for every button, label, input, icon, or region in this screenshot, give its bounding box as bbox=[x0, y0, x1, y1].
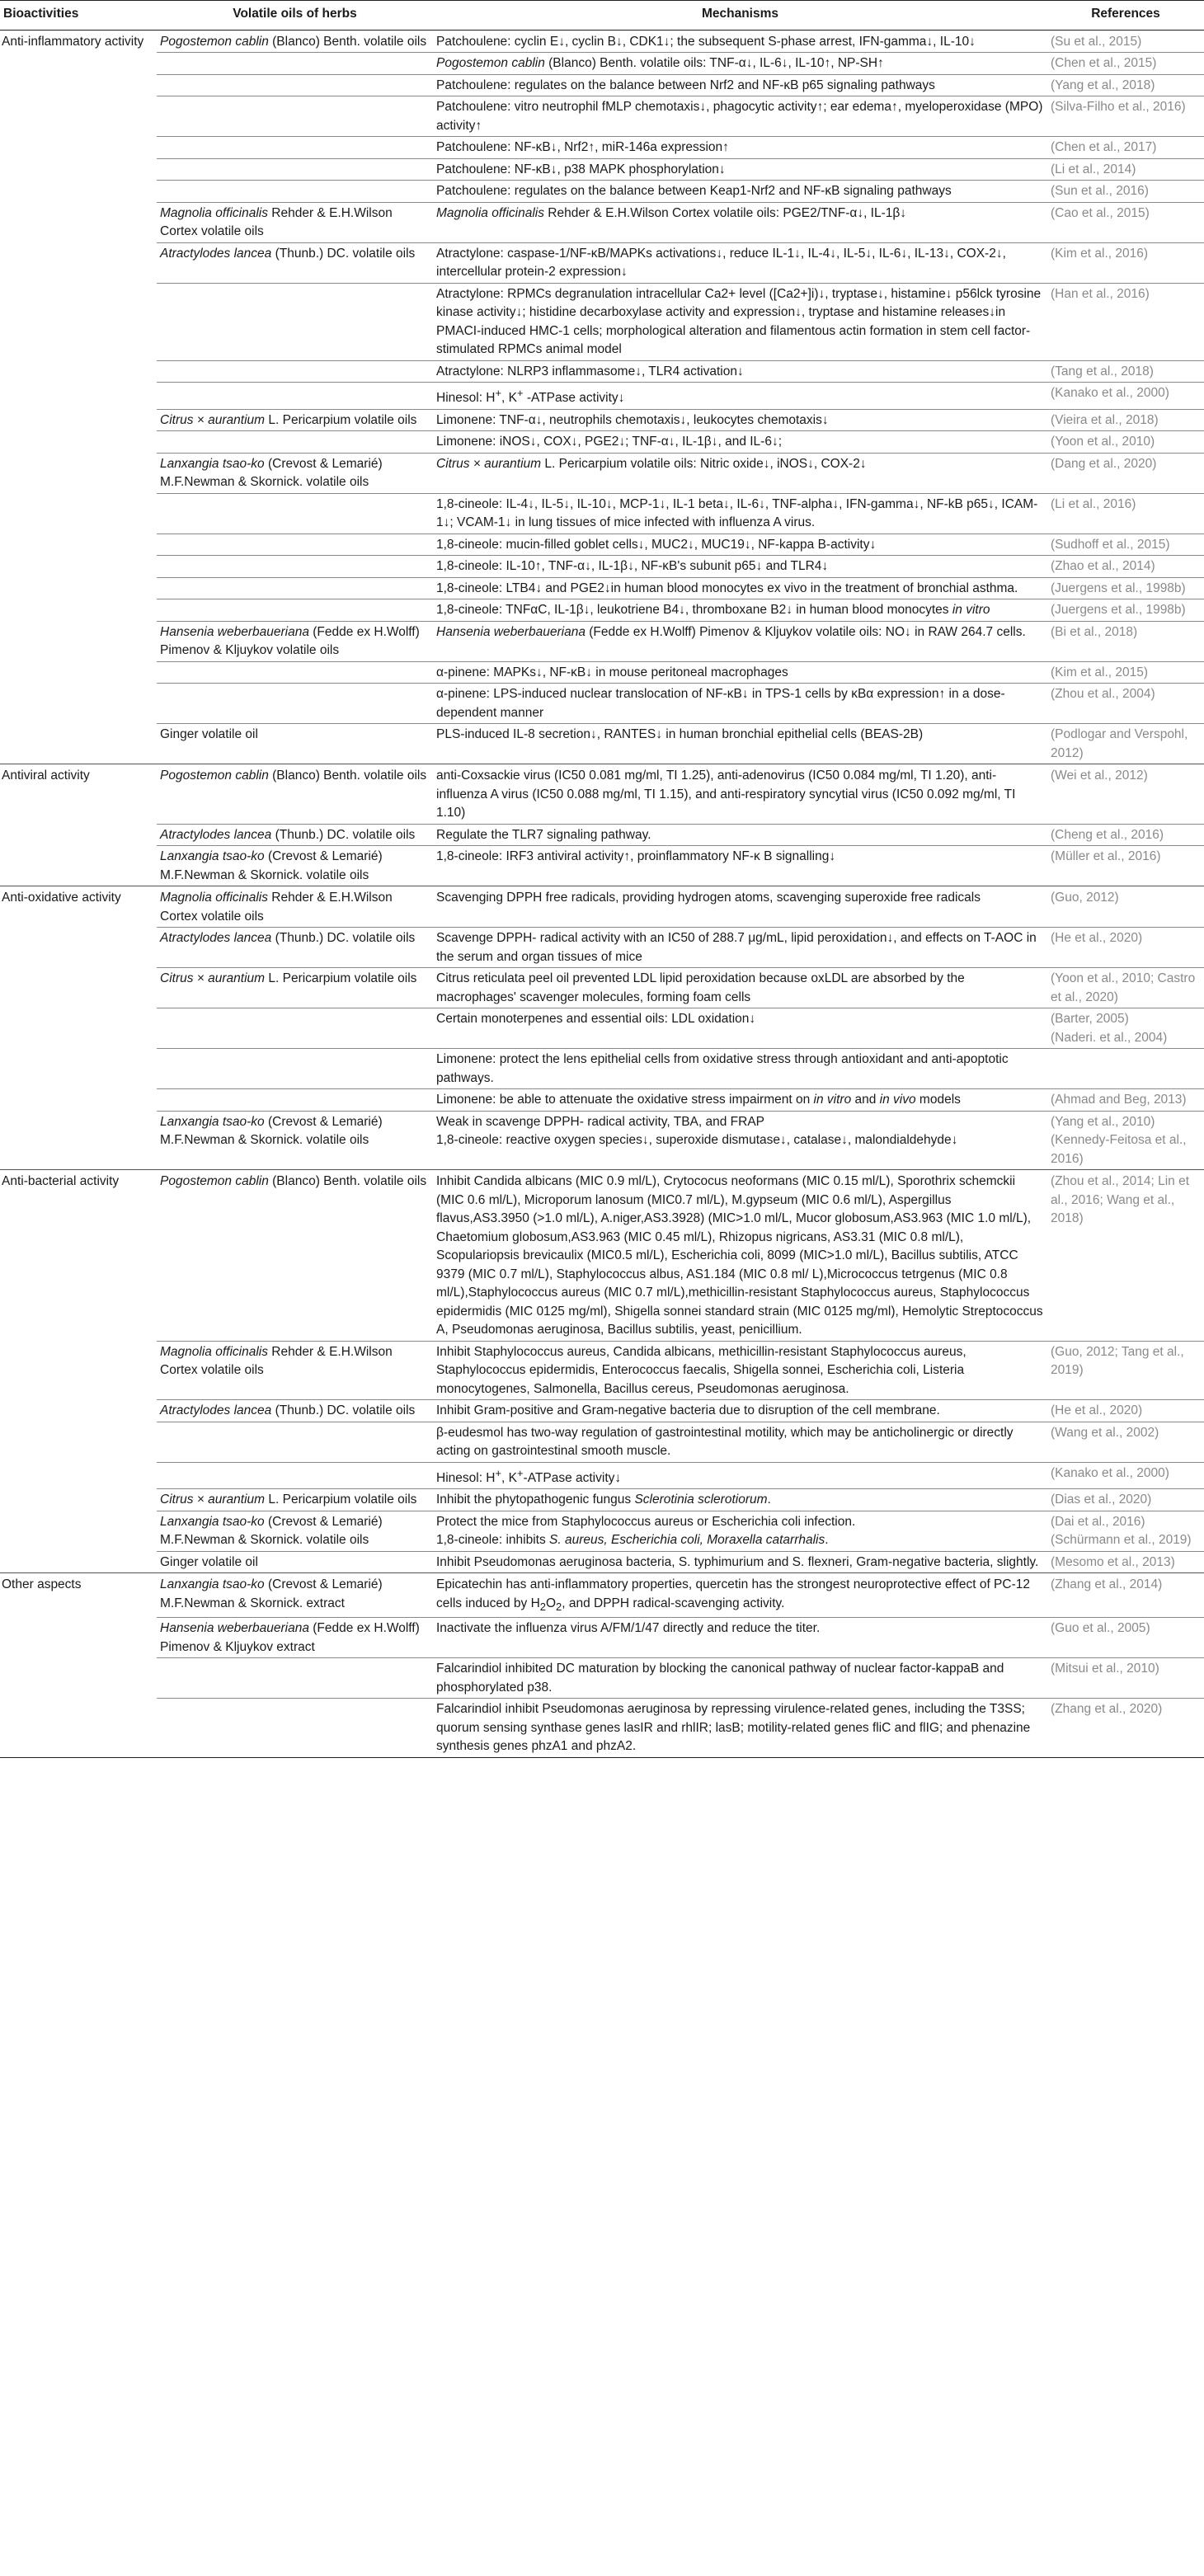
herb-cell bbox=[157, 556, 433, 578]
reference-cell bbox=[1047, 1049, 1204, 1089]
reference-cell: (Dang et al., 2020) bbox=[1047, 453, 1204, 493]
reference-cell: (Sudhoff et al., 2015) bbox=[1047, 534, 1204, 556]
mechanism-cell: 1,8-cineole: LTB4↓ and PGE2↓in human blood monocytes ex vivo in the treatment of bronchial asthma. bbox=[433, 577, 1047, 599]
mechanism-cell: Hinesol: H+, K+-ATPase activity↓ bbox=[433, 1462, 1047, 1489]
table-row bbox=[0, 1573, 1204, 1618]
table-row bbox=[0, 1511, 1204, 1551]
mechanism-cell: Patchoulene: cyclin E↓, cyclin B↓, CDK1↓; the subsequent S-phase arrest, IFN-gamma↓, IL-10↓ bbox=[433, 30, 1047, 53]
herb-cell: Pogostemon cablin (Blanco) Benth. volatile oils bbox=[157, 30, 433, 53]
bioactivity-cell bbox=[0, 534, 157, 556]
herb-cell bbox=[157, 383, 433, 410]
bioactivity-cell bbox=[0, 53, 157, 75]
reference-cell: (Barter, 2005) (Naderi. et al., 2004) bbox=[1047, 1008, 1204, 1049]
reference-cell: (Kanako et al., 2000) bbox=[1047, 383, 1204, 410]
mechanism-cell: Falcarindiol inhibited DC maturation by blocking the canonical pathway of nuclear factor-kappaB and phosphorylated p38. bbox=[433, 1658, 1047, 1699]
herb-cell: Hansenia weberbaueriana (Fedde ex H.Wolff) Pimenov & Kljuykov volatile oils bbox=[157, 621, 433, 661]
table-row bbox=[0, 283, 1204, 360]
bioactivity-cell bbox=[0, 158, 157, 181]
reference-cell: (Yang et al., 2018) bbox=[1047, 74, 1204, 96]
table-row bbox=[0, 137, 1204, 159]
reference-cell: (Wei et al., 2012) bbox=[1047, 764, 1204, 825]
table-row bbox=[0, 242, 1204, 283]
herb-cell: Ginger volatile oil bbox=[157, 1551, 433, 1573]
herb-cell bbox=[157, 684, 433, 724]
reference-cell: (Kim et al., 2015) bbox=[1047, 661, 1204, 684]
mechanism-cell: Inhibit Candida albicans (MIC 0.9 ml/L), Crytococus neoformans (MIC 0.15 ml/L), Sporothrix schemckii (MIC 0.6 ml/L), Microporum lanosum (MIC0.7 ml/L), M.gypseum (MIC 0.6 ml/L), Aspergillus flavus,AS3.3950 (>1.0 ml/L), A.niger,AS3.3928) (MIC>1.0 ml/L, Mucor globosum,AS3.963 (MIC 1.0 ml/L), Chaetomium globosum,AS3.963 (MIC 0.45 ml/L), Rhizopus nigricans, AS3.31 (MIC 0.8 ml/L), Scopulariopsis brevicaulix (MIC0.5 ml/L), Escherichia coli, 8099 (MIC>1.0 ml/L), Bacillus subtilis, ATCC 9379 (MIC 0.7 ml/L), Staphylococcus albus, AS1.184 (MIC 0.8 ml/ L),Micrococcus tetrgenus (MIC 0.8 ml/L),Staphylococcus aureus (MIC 0.7 ml/L),methicillin-resistant Staphylococcus aureus, Staphylococcus epidermidis (MIC 0125 mg/ml), Shigella sonnei standard strain (MIC 0125 mg/ml), Hemolytic Streptococcus A, Pseudomonas aeruginosa, Bacillus subtilis, yeast, penicillium. bbox=[433, 1170, 1047, 1342]
herb-cell bbox=[157, 158, 433, 181]
mechanism-cell: Scavenging DPPH free radicals, providing hydrogen atoms, scavenging superoxide free radicals bbox=[433, 886, 1047, 928]
reference-cell: (Juergens et al., 1998b) bbox=[1047, 577, 1204, 599]
mechanism-cell: Atractylone: NLRP3 inflammasome↓, TLR4 activation↓ bbox=[433, 360, 1047, 383]
mechanism-cell: Hansenia weberbaueriana (Fedde ex H.Wolff) Pimenov & Kljuykov volatile oils: NO↓ in RAW 264.7 cells. bbox=[433, 621, 1047, 661]
table-row bbox=[0, 1049, 1204, 1089]
mechanism-cell: Patchoulene: NF-κB↓, Nrf2↑, miR-146a expression↑ bbox=[433, 137, 1047, 159]
reference-cell: (Zhao et al., 2014) bbox=[1047, 556, 1204, 578]
herb-cell: Atractylodes lancea (Thunb.) DC. volatile oils bbox=[157, 928, 433, 968]
reference-cell: (Yang et al., 2010) (Kennedy-Feitosa et al., 2016) bbox=[1047, 1111, 1204, 1170]
reference-cell: (Juergens et al., 1998b) bbox=[1047, 599, 1204, 622]
bioactivity-cell bbox=[0, 724, 157, 764]
herb-cell bbox=[157, 1049, 433, 1089]
reference-cell: (Ahmad and Beg, 2013) bbox=[1047, 1089, 1204, 1112]
bioactivity-cell bbox=[0, 74, 157, 96]
reference-cell: (Han et al., 2016) bbox=[1047, 283, 1204, 360]
bioactivity-cell bbox=[0, 928, 157, 968]
header-references: References bbox=[1047, 1, 1204, 31]
mechanism-cell: Epicatechin has anti-inflammatory properties, quercetin has the strongest neuroprotective effect of PC-12 cells induced by $H_2O_2$, and DPPH radical-scavenging activity. bbox=[433, 1573, 1047, 1618]
table-row bbox=[0, 968, 1204, 1008]
mechanism-cell: Citrus reticulata peel oil prevented LDL lipid peroxidation because oxLDL are absorbed by the macrophages' scavenger molecules, forming foam cells bbox=[433, 968, 1047, 1008]
table-row bbox=[0, 1341, 1204, 1400]
reference-cell: (Wang et al., 2002) bbox=[1047, 1422, 1204, 1462]
reference-cell: (Yoon et al., 2010; Castro et al., 2020) bbox=[1047, 968, 1204, 1008]
bioactivity-cell bbox=[0, 137, 157, 159]
bioactivity-cell: Anti-oxidative activity bbox=[0, 886, 157, 928]
mechanism-cell: Certain monoterpenes and essential oils: LDL oxidation↓ bbox=[433, 1008, 1047, 1049]
bioactivity-cell bbox=[0, 493, 157, 534]
mechanism-cell: Inhibit Staphylococcus aureus, Candida albicans, methicillin-resistant Staphylococcus aureus, Staphylococcus epidermidis, Enterococcus faecalis, Shigella sonnei, Escherichia coli, Listeria monocytogenes, Salmonella, Bacillus cereus, Pseudomonas aeruginosa. bbox=[433, 1341, 1047, 1400]
herb-cell bbox=[157, 1658, 433, 1699]
mechanism-cell: 1,8-cineole: IL-4↓, IL-5↓, IL-10↓, MCP-1↓, IL-1 beta↓, IL-6↓, TNF-alpha↓, IFN-gamma↓, NF-kB p65↓, ICAM-1↓; VCAM-1↓ in lung tissues of mice infected with influenza A virus. bbox=[433, 493, 1047, 534]
herb-cell bbox=[157, 181, 433, 203]
reference-cell: (Guo, 2012; Tang et al., 2019) bbox=[1047, 1341, 1204, 1400]
bioactivity-cell bbox=[0, 1489, 157, 1511]
reference-cell: (Bi et al., 2018) bbox=[1047, 621, 1204, 661]
mechanism-cell: Patchoulene: regulates on the balance between Keap1-Nrf2 and NF-κB signaling pathways bbox=[433, 181, 1047, 203]
bioactivity-cell bbox=[0, 202, 157, 242]
herb-cell: Ginger volatile oil bbox=[157, 724, 433, 764]
mechanism-cell: 1,8-cineole: IL-10↑, TNF-α↓, IL-1β↓, NF-κB's subunit p65↓ and TLR4↓ bbox=[433, 556, 1047, 578]
reference-cell: (Guo, 2012) bbox=[1047, 886, 1204, 928]
bioactivity-cell bbox=[0, 96, 157, 137]
reference-cell: (Cao et al., 2015) bbox=[1047, 202, 1204, 242]
reference-cell: (Sun et al., 2016) bbox=[1047, 181, 1204, 203]
mechanism-cell: Protect the mice from Staphylococcus aureus or Escherichia coli infection. 1,8-cineole: inhibits S. aureus, Escherichia coli, Moraxella catarrhalis. bbox=[433, 1511, 1047, 1551]
mechanism-cell: α-pinene: MAPKs↓, NF-κB↓ in mouse peritoneal macrophages bbox=[433, 661, 1047, 684]
table-row bbox=[0, 453, 1204, 493]
reference-cell: (Li et al., 2016) bbox=[1047, 493, 1204, 534]
table-row bbox=[0, 577, 1204, 599]
reference-cell: (Zhou et al., 2014; Lin et al., 2016; Wang et al., 2018) bbox=[1047, 1170, 1204, 1342]
table-row bbox=[0, 824, 1204, 846]
table-row bbox=[0, 158, 1204, 181]
herb-cell: Lanxangia tsao-ko (Crevost & Lemarié) M.F.Newman & Skornick. volatile oils bbox=[157, 846, 433, 886]
herb-cell bbox=[157, 96, 433, 137]
mechanism-cell: Inhibit Gram-positive and Gram-negative bacteria due to disruption of the cell membrane. bbox=[433, 1400, 1047, 1422]
table-row bbox=[0, 1008, 1204, 1049]
herb-cell bbox=[157, 1008, 433, 1049]
bioactivity-cell bbox=[0, 383, 157, 410]
table-row bbox=[0, 764, 1204, 825]
bioactivity-cell bbox=[0, 1699, 157, 1758]
table-row bbox=[0, 1111, 1204, 1170]
reference-cell: (Mesomo et al., 2013) bbox=[1047, 1551, 1204, 1573]
mechanism-cell: Inactivate the influenza virus A/FM/1/47 directly and reduce the titer. bbox=[433, 1618, 1047, 1658]
table-row bbox=[0, 928, 1204, 968]
herb-cell bbox=[157, 431, 433, 454]
reference-cell: (Mitsui et al., 2010) bbox=[1047, 1658, 1204, 1699]
reference-cell: (Zhang et al., 2020) bbox=[1047, 1699, 1204, 1758]
herb-cell: Magnolia officinalis Rehder & E.H.Wilson Cortex volatile oils bbox=[157, 886, 433, 928]
herb-cell: Lanxangia tsao-ko (Crevost & Lemarié) M.F.Newman & Skornick. volatile oils bbox=[157, 453, 433, 493]
bioactivity-cell bbox=[0, 1008, 157, 1049]
bioactivity-cell bbox=[0, 1111, 157, 1170]
herb-cell bbox=[157, 1089, 433, 1112]
table-header-row bbox=[0, 1, 1204, 31]
reference-cell: (Su et al., 2015) bbox=[1047, 30, 1204, 53]
reference-cell: (Kanako et al., 2000) bbox=[1047, 1462, 1204, 1489]
herb-cell: Lanxangia tsao-ko (Crevost & Lemarié) M.F.Newman & Skornick. volatile oils bbox=[157, 1511, 433, 1551]
herb-cell bbox=[157, 534, 433, 556]
mechanism-cell: Limonene: iNOS↓, COX↓, PGE2↓; TNF-α↓, IL-1β↓, and IL-6↓; bbox=[433, 431, 1047, 454]
mechanism-cell: Limonene: TNF-α↓, neutrophils chemotaxis↓, leukocytes chemotaxis↓ bbox=[433, 409, 1047, 431]
herb-cell: Atractylodes lancea (Thunb.) DC. volatile oils bbox=[157, 242, 433, 283]
reference-cell: (He et al., 2020) bbox=[1047, 928, 1204, 968]
mechanism-cell: Patchoulene: NF-κB↓, p38 MAPK phosphorylation↓ bbox=[433, 158, 1047, 181]
table-row bbox=[0, 1551, 1204, 1573]
reference-cell: (Zhou et al., 2004) bbox=[1047, 684, 1204, 724]
bioactivity-cell bbox=[0, 453, 157, 493]
table-row bbox=[0, 431, 1204, 454]
table-row bbox=[0, 53, 1204, 75]
mechanism-cell: Hinesol: H+, K+ -ATPase activity↓ bbox=[433, 383, 1047, 410]
reference-cell: (Zhang et al., 2014) bbox=[1047, 1573, 1204, 1618]
bioactivity-cell bbox=[0, 242, 157, 283]
mechanism-cell: Limonene: be able to attenuate the oxidative stress impairment on in vitro and in vivo models bbox=[433, 1089, 1047, 1112]
herb-cell: Magnolia officinalis Rehder & E.H.Wilson Cortex volatile oils bbox=[157, 1341, 433, 1400]
table-row bbox=[0, 202, 1204, 242]
herb-cell bbox=[157, 137, 433, 159]
table-row bbox=[0, 599, 1204, 622]
herb-cell bbox=[157, 1699, 433, 1758]
herb-cell: Hansenia weberbaueriana (Fedde ex H.Wolff) Pimenov & Kljuykov extract bbox=[157, 1618, 433, 1658]
herb-cell: Magnolia officinalis Rehder & E.H.Wilson Cortex volatile oils bbox=[157, 202, 433, 242]
table-row bbox=[0, 534, 1204, 556]
reference-cell: (Müller et al., 2016) bbox=[1047, 846, 1204, 886]
reference-cell: (Li et al., 2014) bbox=[1047, 158, 1204, 181]
bioactivity-cell bbox=[0, 684, 157, 724]
table-row bbox=[0, 621, 1204, 661]
table-row bbox=[0, 360, 1204, 383]
mechanism-cell: Inhibit Pseudomonas aeruginosa bacteria, S. typhimurium and S. flexneri, Gram-negative bacteria, slightly. bbox=[433, 1551, 1047, 1573]
table-row bbox=[0, 556, 1204, 578]
herb-cell bbox=[157, 53, 433, 75]
table-body bbox=[0, 30, 1204, 1757]
bioactivity-cell bbox=[0, 360, 157, 383]
bioactivity-cell bbox=[0, 1400, 157, 1422]
reference-cell: (Cheng et al., 2016) bbox=[1047, 824, 1204, 846]
herb-cell: Atractylodes lancea (Thunb.) DC. volatile oils bbox=[157, 824, 433, 846]
bioactivity-cell bbox=[0, 1462, 157, 1489]
mechanism-cell: Pogostemon cablin (Blanco) Benth. volatile oils: TNF-α↓, IL-6↓, IL-10↑, NP-SH↑ bbox=[433, 53, 1047, 75]
bioactivity-cell bbox=[0, 824, 157, 846]
header-mechanisms: Mechanisms bbox=[433, 1, 1047, 31]
mechanism-cell: anti-Coxsackie virus (IC50 0.081 mg/ml, TI 1.25), anti-adenovirus (IC50 0.084 mg/ml, TI 1.20), anti-influenza A virus (IC50 0.088 mg/ml, TI 1.15), and anti-respiratory syncytial virus (IC50 0.092 mg/ml, TI 1.10) bbox=[433, 764, 1047, 825]
mechanism-cell: Limonene: protect the lens epithelial cells from oxidative stress through antioxidant and anti-apoptotic pathways. bbox=[433, 1049, 1047, 1089]
bioactivity-cell bbox=[0, 661, 157, 684]
bioactivity-cell bbox=[0, 621, 157, 661]
table-row bbox=[0, 74, 1204, 96]
herb-cell: Atractylodes lancea (Thunb.) DC. volatile oils bbox=[157, 1400, 433, 1422]
reference-cell: (Podlogar and Verspohl, 2012) bbox=[1047, 724, 1204, 764]
reference-cell: (Tang et al., 2018) bbox=[1047, 360, 1204, 383]
herb-cell: Citrus × aurantium L. Pericarpium volatile oils bbox=[157, 1489, 433, 1511]
bioactivity-cell bbox=[0, 1618, 157, 1658]
herb-cell: Lanxangia tsao-ko (Crevost & Lemarié) M.F.Newman & Skornick. extract bbox=[157, 1573, 433, 1618]
reference-cell: (He et al., 2020) bbox=[1047, 1400, 1204, 1422]
reference-cell: (Kim et al., 2016) bbox=[1047, 242, 1204, 283]
mechanism-cell: Falcarindiol inhibit Pseudomonas aeruginosa by repressing virulence-related genes, including the T3SS; quorum sensing synthase genes lasIR and rhlIR; lasB; motility-related genes fliC and flIG; and phenazine synthesis genes phzA1 and phzA2. bbox=[433, 1699, 1047, 1758]
bioactivity-cell bbox=[0, 181, 157, 203]
mechanism-cell: α-pinene: LPS-induced nuclear translocation of NF-κB↓ in TPS-1 cells by κBα expression↑ in a dose-dependent manner bbox=[433, 684, 1047, 724]
table-row bbox=[0, 661, 1204, 684]
reference-cell: (Vieira et al., 2018) bbox=[1047, 409, 1204, 431]
table-row bbox=[0, 1170, 1204, 1342]
herb-cell bbox=[157, 74, 433, 96]
bioactivity-cell bbox=[0, 409, 157, 431]
table-row bbox=[0, 30, 1204, 53]
table-row bbox=[0, 409, 1204, 431]
table-row bbox=[0, 1462, 1204, 1489]
reference-cell: (Chen et al., 2017) bbox=[1047, 137, 1204, 159]
table-row bbox=[0, 1089, 1204, 1112]
herb-cell: Citrus × aurantium L. Pericarpium volatile oils bbox=[157, 968, 433, 1008]
mechanism-cell: Scavenge DPPH- radical activity with an IC50 of 288.7 μg/mL, lipid peroxidation↓, and effects on T-AOC in the serum and organ tissues of mice bbox=[433, 928, 1047, 968]
mechanism-cell: Patchoulene: vitro neutrophil fMLP chemotaxis↓, phagocytic activity↑; ear edema↑, myeloperoxidase (MPO) activity↑ bbox=[433, 96, 1047, 137]
herb-cell bbox=[157, 599, 433, 622]
herb-cell bbox=[157, 283, 433, 360]
reference-cell: (Silva-Filho et al., 2016) bbox=[1047, 96, 1204, 137]
herb-cell bbox=[157, 661, 433, 684]
table-row bbox=[0, 383, 1204, 410]
mechanism-cell: 1,8-cineole: TNFαC, IL-1β↓, leukotriene B4↓, thromboxane B2↓ in human blood monocytes in vitro bbox=[433, 599, 1047, 622]
mechanism-cell: Citrus × aurantium L. Pericarpium volatile oils: Nitric oxide↓, iNOS↓, COX-2↓ bbox=[433, 453, 1047, 493]
bioactivity-cell bbox=[0, 1341, 157, 1400]
bioactivity-cell bbox=[0, 1511, 157, 1551]
herb-cell bbox=[157, 1422, 433, 1462]
herb-cell bbox=[157, 577, 433, 599]
table-row bbox=[0, 1489, 1204, 1511]
bioactivity-cell bbox=[0, 968, 157, 1008]
bioactivity-cell bbox=[0, 599, 157, 622]
mechanism-cell: PLS-induced IL-8 secretion↓, RANTES↓ in human bronchial epithelial cells (BEAS-2B) bbox=[433, 724, 1047, 764]
mechanism-cell: Atractylone: caspase-1/NF-κB/MAPKs activations↓, reduce IL-1↓, IL-4↓, IL-5↓, IL-6↓, IL-13↓, COX-2↓, intercellular protein-2 expression↓ bbox=[433, 242, 1047, 283]
mechanism-cell: Magnolia officinalis Rehder & E.H.Wilson Cortex volatile oils: PGE2/TNF-α↓, IL-1β↓ bbox=[433, 202, 1047, 242]
mechanism-cell: Atractylone: RPMCs degranulation intracellular Ca2+ level ([Ca2+]i)↓, tryptase↓, histamine↓ p56lck tyrosine kinase activity↓; histidine decarboxylase activity and expression↓, tryptase and histamine releases↓in PMACI-induced HMC-1 cells; morphological alteration and filamentous actin formation in stem cell factor-stimulated RPMCs animal model bbox=[433, 283, 1047, 360]
bioactivity-cell bbox=[0, 577, 157, 599]
mechanism-cell: Weak in scavenge DPPH- radical activity, TBA, and FRAP 1,8-cineole: reactive oxygen species↓, superoxide dismutase↓, catalase↓, malondialdehyde↓ bbox=[433, 1111, 1047, 1170]
table-row bbox=[0, 1400, 1204, 1422]
herb-cell bbox=[157, 493, 433, 534]
mechanism-cell: 1,8-cineole: IRF3 antiviral activity↑, proinflammatory NF-κ B signalling↓ bbox=[433, 846, 1047, 886]
mechanism-cell: Inhibit the phytopathogenic fungus Sclerotinia sclerotiorum. bbox=[433, 1489, 1047, 1511]
bioactivity-cell bbox=[0, 1551, 157, 1573]
table-row bbox=[0, 1658, 1204, 1699]
bioactivity-cell bbox=[0, 1049, 157, 1089]
bioactivity-cell: Antiviral activity bbox=[0, 764, 157, 825]
bioactivity-cell bbox=[0, 1658, 157, 1699]
herb-cell: Citrus × aurantium L. Pericarpium volatile oils bbox=[157, 409, 433, 431]
header-bioactivities: Bioactivities bbox=[0, 1, 157, 31]
table-row bbox=[0, 1618, 1204, 1658]
bioactivity-cell bbox=[0, 556, 157, 578]
mechanism-cell: Regulate the TLR7 signaling pathway. bbox=[433, 824, 1047, 846]
herb-cell: Lanxangia tsao-ko (Crevost & Lemarié) M.F.Newman & Skornick. volatile oils bbox=[157, 1111, 433, 1170]
bioactivity-cell bbox=[0, 1089, 157, 1112]
bioactivity-cell: Anti-bacterial activity bbox=[0, 1170, 157, 1342]
reference-cell: (Yoon et al., 2010) bbox=[1047, 431, 1204, 454]
mechanism-cell: β-eudesmol has two-way regulation of gastrointestinal motility, which may be anticholinergic or directly acting on gastrointestinal smooth muscle. bbox=[433, 1422, 1047, 1462]
table-row bbox=[0, 181, 1204, 203]
table-row bbox=[0, 493, 1204, 534]
reference-cell: (Dai et al., 2016) (Schürmann et al., 2019) bbox=[1047, 1511, 1204, 1551]
herb-cell bbox=[157, 360, 433, 383]
table-row bbox=[0, 96, 1204, 137]
table-row bbox=[0, 886, 1204, 928]
table-row bbox=[0, 1699, 1204, 1758]
mechanism-cell: Patchoulene: regulates on the balance between Nrf2 and NF-κB p65 signaling pathways bbox=[433, 74, 1047, 96]
table-row bbox=[0, 846, 1204, 886]
bioactivity-cell bbox=[0, 846, 157, 886]
herb-cell: Pogostemon cablin (Blanco) Benth. volatile oils bbox=[157, 764, 433, 825]
bioactivity-cell bbox=[0, 283, 157, 360]
herb-cell bbox=[157, 1462, 433, 1489]
table-row bbox=[0, 724, 1204, 764]
reference-cell: (Chen et al., 2015) bbox=[1047, 53, 1204, 75]
bioactivity-cell: Other aspects bbox=[0, 1573, 157, 1618]
header-herbs: Volatile oils of herbs bbox=[157, 1, 433, 31]
herb-cell: Pogostemon cablin (Blanco) Benth. volatile oils bbox=[157, 1170, 433, 1342]
table-row bbox=[0, 684, 1204, 724]
mechanism-cell: 1,8-cineole: mucin-filled goblet cells↓, MUC2↓, MUC19↓, NF-kappa B-activity↓ bbox=[433, 534, 1047, 556]
reference-cell: (Dias et al., 2020) bbox=[1047, 1489, 1204, 1511]
table-row bbox=[0, 1422, 1204, 1462]
bioactivity-cell bbox=[0, 431, 157, 454]
reference-cell: (Guo et al., 2005) bbox=[1047, 1618, 1204, 1658]
bioactivity-cell bbox=[0, 1422, 157, 1462]
bioactivity-cell: Anti-inflammatory activity bbox=[0, 30, 157, 53]
